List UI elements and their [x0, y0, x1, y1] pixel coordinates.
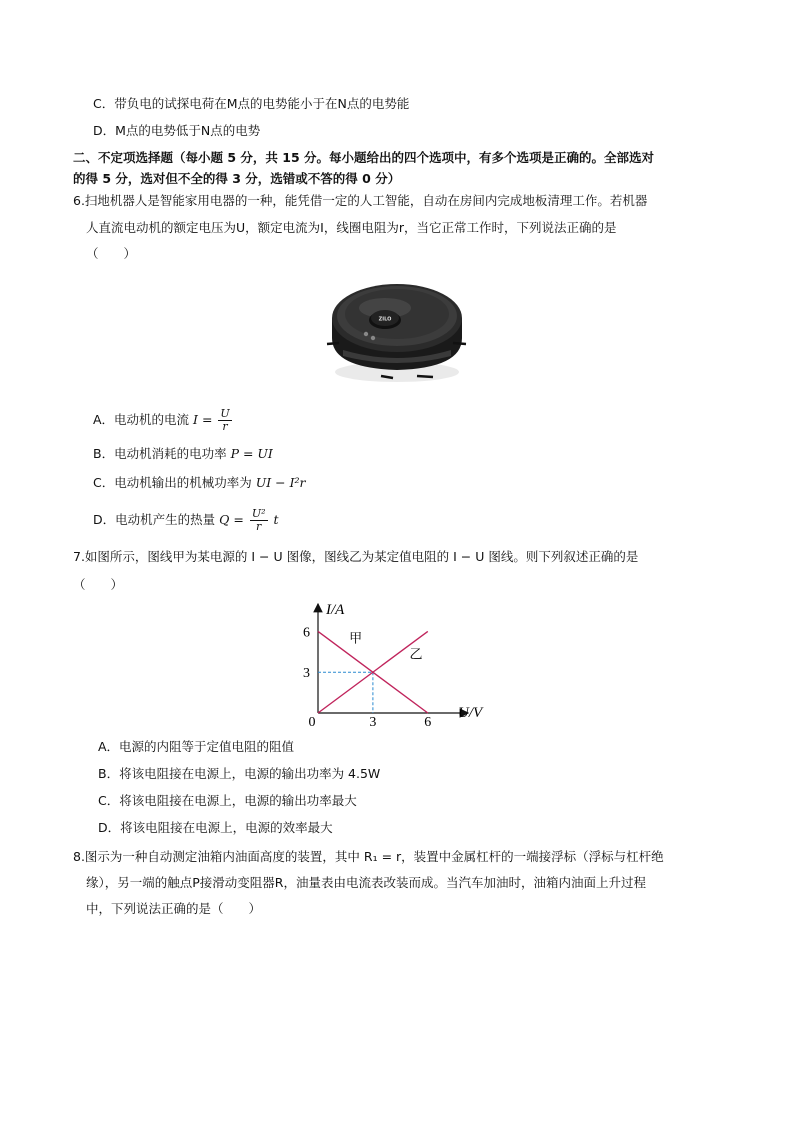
q6-answer-blank: （ ） [86, 246, 137, 261]
q6-option-d-denominator: r [256, 520, 262, 533]
y-axis-label: I/A [326, 602, 345, 618]
series-label-yi: 乙 [409, 646, 423, 662]
q6-option-c-text: C．电动机输出的机械功率为 [93, 475, 252, 490]
q6-option-a [93, 408, 234, 433]
q7-stem-line1: 7.如图所示，图线甲为某电源的 I − U 图像，图线乙为某定值电阻的 I − U 图线。则下列叙述正确的是 [73, 549, 639, 564]
q6-option-d-lhs: Q = [219, 512, 244, 527]
robot-logo: ZILO [378, 316, 392, 323]
q6-stem-line2: 人直流电动机的额定电压为U，额定电流为I，线圈电阻为r，当它正常工作时，下列说法正确的是 [86, 220, 617, 235]
q6-option-d [93, 508, 279, 533]
x-axis-label: U/V [458, 705, 483, 721]
x-tick-label-origin: 0 [308, 715, 316, 730]
q6-option-d-fraction [250, 508, 268, 533]
series-label-jia: 甲 [349, 630, 363, 646]
q8-stem-line3: 中，下列说法正确的是（ ） [86, 901, 262, 916]
q6-stem-line1: 6.扫地机器人是智能家用电器的一种，能凭借一定的人工智能，自动在房间内完成地板清理工作。若机器 [73, 193, 648, 208]
section-heading-line1: 二、不定项选择题（每小题 5 分，共 15 分。每小题给出的四个选项中，有多个选项是正确的。全部选对 [73, 150, 655, 165]
q6-option-a-fraction [218, 408, 231, 433]
q6-option-d-text: D．电动机产生的热量 [93, 512, 216, 527]
q6-option-a-numerator: U [220, 407, 230, 420]
q6-option-d-tail: t [273, 512, 279, 527]
q7-option-d: D．将该电阻接在电源上，电源的效率最大 [98, 820, 333, 835]
q6-option-c [93, 474, 306, 492]
y-tick-label-3: 3 [303, 666, 310, 682]
q6-option-d-numerator: U² [251, 507, 266, 520]
q8-stem-line2: 缘），另一端的触点P接滑动变阻器R，油量表由电流表改装而成。当汽车加油时，油箱内油面上升过程 [86, 875, 646, 890]
q6-option-b-text: B．电动机消耗的电功率 [93, 446, 227, 461]
x-tick-label-3: 3 [369, 715, 377, 730]
y-tick-label-6: 6 [303, 625, 310, 641]
q7-option-a: A．电源的内阻等于定值电阻的阻值 [98, 739, 295, 754]
q7-answer-blank: （ ） [73, 577, 124, 592]
q6-option-c-formula: UI − I²r [255, 475, 306, 490]
q5-option-d: D．M点的电势低于N点的电势 [93, 123, 261, 138]
q5-option-c: C．带负电的试探电荷在M点的电势能小于在N点的电势能 [93, 96, 410, 111]
robot-vacuum-image [325, 270, 470, 390]
q7-option-b: B．将该电阻接在电源上，电源的输出功率为 4.5W [98, 766, 381, 781]
q6-option-a-lhs: I = [193, 412, 213, 427]
q6-option-b-formula: P = UI [230, 446, 273, 461]
section-heading-line2: 的得 5 分，选对但不全的得 3 分，选错或不答的得 0 分） [73, 171, 401, 186]
q8-stem-line1: 8.图示为一种自动测定油箱内油面高度的装置，其中 R₁ = r，装置中金属杠杆的一端接浮标（浮标与杠杆绝 [73, 849, 664, 864]
x-tick-label-6: 6 [424, 715, 432, 730]
q6-option-a-denominator: r [222, 420, 228, 433]
q7-option-c: C．将该电阻接在电源上，电源的输出功率最大 [98, 793, 357, 808]
q6-option-a-text: A．电动机的电流 [93, 412, 190, 427]
q6-option-b [93, 445, 273, 463]
iu-graph [296, 600, 496, 730]
